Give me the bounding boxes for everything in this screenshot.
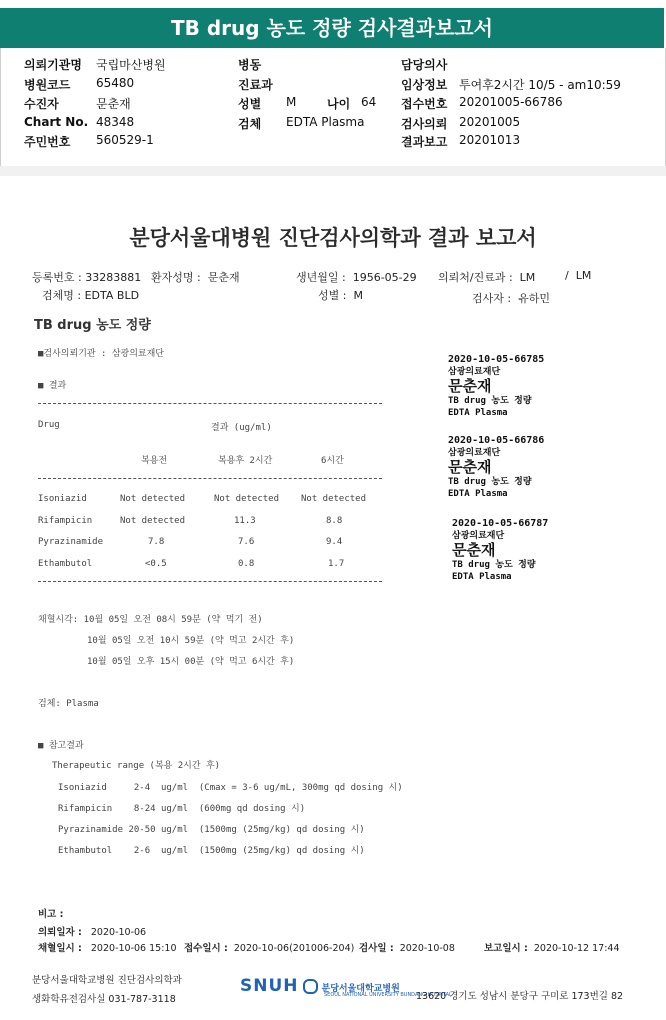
col-drug-header: Drug [38, 420, 60, 430]
request-date-value: 20201005 [459, 115, 521, 129]
hospital-address: 13620 경기도 성남시 분당구 구미로 173번길 82 [416, 991, 624, 1002]
result-pre: Not detected [120, 516, 186, 526]
department-name: 분당서울대학교병원 진단검사의학과 [32, 975, 182, 986]
report-title: 분당서울대병원 진단검사의학과 결과 보고서 [129, 226, 537, 250]
receipt-no-value: 20201005-66786 [459, 95, 563, 109]
hospital-value: 국립마산병원 [96, 58, 166, 72]
divider-line [38, 581, 382, 582]
note-label: 비고 : [38, 909, 64, 920]
request-date-label: 의뢰일자 : [38, 927, 82, 938]
label-test: TB drug 농도 정량 [448, 477, 532, 487]
specimen-name-label: 검체명 : [42, 289, 82, 302]
drug-name: Isoniazid [38, 494, 87, 504]
label-patient-name: 문춘재 [452, 541, 496, 559]
logo-mark-icon [303, 979, 318, 994]
chart-no-value: 48348 [96, 115, 135, 129]
sampling-time: 채혈시각: 10월 05일 오전 08시 59분 (약 먹기 전) [38, 615, 263, 625]
specimen-name-value: EDTA BLD [84, 289, 140, 302]
receipt-time-label: 접수일시 : [184, 943, 228, 954]
result-pre: Not detected [120, 494, 186, 504]
patient-name [151, 269, 240, 285]
report-sex [318, 287, 363, 303]
label-patient-name: 문춘재 [448, 377, 492, 395]
report-banner-title: TB drug 농도 정량 검사결과보고서 [0, 8, 664, 48]
section-divider [0, 166, 666, 176]
specimen-label-sticker [448, 435, 544, 500]
drug-name: Pyrazinamide [38, 537, 104, 547]
birth-date-value: 1956-05-29 [352, 271, 417, 284]
logo-english: SEOUL NATIONAL UNIVERSITY BUNDANG HOSPITAL [324, 992, 452, 998]
dept-separator [565, 269, 591, 282]
label-institution: 삼광의료재단 [448, 367, 501, 377]
receipt-no-label: 접수번호 [401, 97, 448, 111]
result-6h: 8.8 [326, 516, 343, 526]
drug-name: Rifampicin [38, 516, 93, 526]
doctor-label: 담당의사 [401, 58, 448, 72]
specimen-label-sticker [452, 518, 548, 583]
clinical-info-value: 투여후2시간 10/5 - am10:59 [459, 78, 621, 92]
referring-dept-label: 의뢰처/진료과 : [438, 271, 513, 284]
result-2h: Not detected [214, 494, 280, 504]
exam-date [359, 940, 455, 954]
report-sex-label: 성별 : [318, 289, 347, 302]
logo-text: SNUH [240, 976, 299, 996]
reference-subheading: Therapeutic range (복용 2시간 후) [52, 761, 221, 771]
collection-time [38, 940, 177, 954]
age-value: 64 [361, 95, 377, 109]
label-specimen: EDTA Plasma [448, 489, 508, 499]
result-6h: Not detected [301, 494, 367, 504]
hospital-code-label: 병원코드 [24, 78, 71, 92]
specimen-label: 검체 [238, 117, 262, 131]
specimen-line: 검체: Plasma [38, 699, 99, 709]
reference-row: Isoniazid 2-4 ug/ml (Cmax = 3-6 ug/mL, 300mg qd dosing 시) [58, 783, 403, 793]
clinical-dept-value: LM [575, 269, 592, 282]
patient-label: 수진자 [24, 97, 59, 111]
patient-name-value: 문춘재 [207, 271, 240, 284]
request-date-label: 검사의뢰 [401, 117, 448, 131]
chart-no-label: Chart No. [24, 115, 89, 129]
lab-contact: 생화학유전검사실 031-787-3118 [32, 994, 176, 1005]
report-time-value: 2020-10-12 17:44 [533, 943, 620, 954]
tester-value: 유하민 [518, 292, 550, 305]
hospital-code-value: 65480 [96, 76, 135, 90]
report-date-label: 결과보고 [401, 135, 448, 149]
label-number: 2020-10-05-66787 [452, 518, 549, 529]
result-6h: 1.7 [328, 559, 345, 569]
registration-label: 등록번호 : [32, 271, 82, 284]
result-2h: 11.3 [234, 516, 256, 526]
specimen-value: EDTA Plasma [286, 115, 365, 129]
label-test: TB drug 농도 정량 [448, 396, 532, 406]
age-label: 나이 [327, 97, 351, 111]
patient-value: 문춘재 [96, 97, 131, 111]
col-pre-header: 복용전 [141, 456, 168, 466]
report-date-value: 20201013 [459, 133, 521, 147]
report-sex-value: M [353, 289, 363, 302]
tester-label: 검사자 : [472, 292, 512, 305]
label-test: TB drug 농도 정량 [452, 560, 536, 570]
drug-name: Ethambutol [38, 559, 93, 569]
col-6h-header: 6시간 [321, 456, 344, 466]
department-label: 진료과 [238, 78, 273, 92]
exam-date-value: 2020-10-08 [399, 943, 455, 954]
registration-number [32, 269, 141, 285]
test-name-heading: TB drug 농도 정량 [34, 318, 151, 333]
hospital-row [24, 56, 82, 73]
label-institution: 삼광의료재단 [448, 448, 501, 458]
reference-row: Ethambutol 2-6 ug/ml (1500mg (25mg/kg) qd dosing 시) [58, 846, 365, 856]
registration-value: 33283881 [85, 271, 142, 284]
result-6h: 9.4 [326, 537, 343, 547]
collection-time-label: 채혈일시 : [38, 943, 82, 954]
request-date [38, 924, 146, 938]
report-time-label: 보고일시 : [484, 943, 528, 954]
hospital-logo [240, 976, 452, 998]
request-info-panel [0, 48, 666, 167]
result-2h: 7.6 [238, 537, 255, 547]
divider-line [38, 478, 382, 479]
label-institution: 삼광의료재단 [452, 531, 505, 541]
referring-dept-value: LM [519, 271, 536, 284]
sex-value: M [286, 95, 297, 109]
hospital-label: 의뢰기관명 [24, 58, 82, 72]
result-2h: 0.8 [238, 559, 255, 569]
resident-no-value: 560529-1 [96, 133, 154, 147]
ward-label: 병동 [238, 58, 262, 72]
tester [472, 290, 550, 306]
sampling-time: 10월 05일 오전 10시 59분 (약 먹고 2시간 후) [87, 636, 295, 646]
dept-separator-slash: / [565, 269, 569, 282]
referring-dept [438, 269, 535, 285]
birth-date [296, 269, 417, 285]
reference-row: Rifampicin 8-24 ug/ml (600mg qd dosing 시) [58, 804, 306, 814]
collection-time-value: 2020-10-06 15:10 [90, 943, 177, 954]
label-patient-name: 문춘재 [448, 458, 492, 476]
specimen-label-sticker [448, 354, 544, 419]
label-number: 2020-10-05-66785 [448, 354, 545, 365]
sampling-time: 10월 05일 오후 15시 00분 (약 먹고 6시간 후) [87, 657, 295, 667]
request-date-value: 2020-10-06 [90, 927, 147, 938]
label-specimen: EDTA Plasma [448, 408, 508, 418]
patient-name-label: 환자성명 : [151, 271, 201, 284]
label-specimen: EDTA Plasma [452, 572, 512, 582]
report-time [484, 940, 619, 954]
sex-label: 성별 [238, 97, 262, 111]
col-2h-header: 복용후 2시간 [218, 456, 273, 466]
scanned-report-page [0, 176, 666, 1020]
result-pre: <0.5 [145, 559, 167, 569]
logo-korean: 분당서울대학교병원 [321, 984, 400, 994]
exam-date-label: 검사일 : [359, 943, 394, 954]
receipt-time-value: 2020-10-06(201006-204) [233, 943, 355, 954]
reference-heading: ■ 참고결과 [38, 741, 84, 751]
birth-date-label: 생년월일 : [296, 271, 346, 284]
result-pre: 7.8 [148, 537, 165, 547]
label-number: 2020-10-05-66786 [448, 435, 545, 446]
reference-row: Pyrazinamide 20-50 ug/ml (1500mg (25mg/kg) qd dosing 시) [58, 825, 365, 835]
resident-no-label: 주민번호 [24, 135, 71, 149]
receipt-time [184, 940, 354, 954]
result-heading: ■ 결과 [38, 381, 67, 391]
clinical-info-label: 임상정보 [401, 78, 448, 92]
specimen-name [42, 287, 139, 303]
divider-line [38, 403, 382, 404]
institution-line: ■검사의뢰기관 : 삼광의료재단 [38, 349, 165, 359]
col-result-header: 결과 (ug/ml) [211, 423, 272, 433]
